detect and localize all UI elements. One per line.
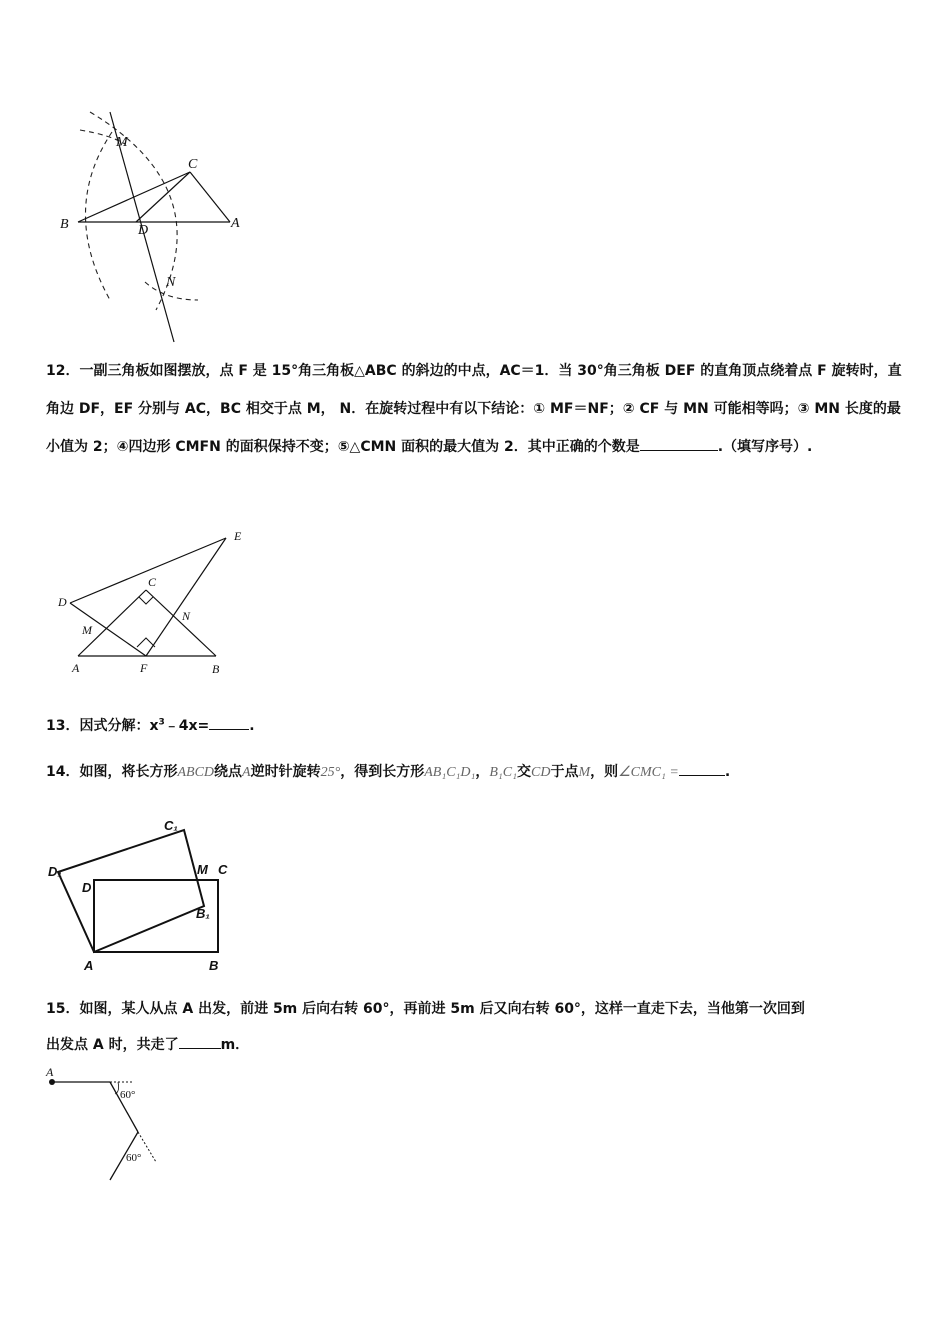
q14-text: 如图，将长方形 — [79, 764, 178, 780]
q14-answer-blank[interactable] — [679, 761, 725, 776]
label-N: N — [166, 275, 176, 290]
q14-text: ， — [475, 764, 490, 780]
q13-rest: ﹣4x= — [164, 718, 210, 734]
label-C: C — [218, 862, 228, 877]
q14-text: ，则 — [590, 764, 619, 780]
q14-end: . — [724, 764, 731, 780]
arc-left — [85, 132, 112, 300]
label-N: N — [182, 609, 191, 623]
label-M: M — [197, 862, 208, 877]
label-D: D — [58, 595, 67, 609]
figure-triangle-boards — [50, 522, 270, 682]
q14-math-cd: CD — [531, 765, 551, 780]
q12-text: 一副三角板如图摆放，点 F 是 15°角三角板△ABC 的斜边的中点，AC＝1．当 30°角三角板 DEF 的直角顶点绕着点 F 旋转时，直角边 DF，EF 分别与 AC，BC 相交于点 M， N．在旋转过程中有以下结论：① MF＝NF；② CF 与 MN 可能相等吗；③ MN 长度的最小值为 2；④四边形 CMFN 的面积保持不变；⑤△CMN 面积的最大值为 2．其中正确的个数是 — [46, 363, 902, 455]
q14-math-m: M — [578, 765, 591, 780]
q12-number: 12． — [46, 363, 80, 379]
q14-text: ，得到长方形 — [340, 764, 425, 780]
figure-walking-path — [40, 1062, 180, 1192]
label-F: F — [140, 661, 148, 675]
label-E: E — [234, 529, 242, 543]
label-M: M — [116, 135, 128, 150]
q15-answer-blank[interactable] — [179, 1034, 221, 1049]
q14-text: 逆时针旋转 — [250, 764, 321, 780]
question-12 — [46, 352, 902, 466]
q14-number: 14． — [46, 764, 80, 780]
label-B1: B₁ — [196, 906, 210, 921]
label-A: A — [84, 958, 94, 973]
q13-end: . — [249, 718, 255, 734]
label-A: A — [72, 661, 80, 675]
angle-label-2: 60° — [126, 1152, 142, 1164]
label-B: B — [209, 958, 219, 973]
figure-rotated-rectangle — [44, 812, 244, 977]
question-15-line2 — [46, 1034, 249, 1054]
q12-answer-blank[interactable] — [640, 436, 718, 451]
label-D: D — [138, 223, 149, 238]
q14-math-b1c1: B₁C₁ — [489, 765, 517, 780]
q14-math-angle: 25° — [320, 765, 341, 780]
label-D1: D₁ — [48, 864, 62, 879]
q15-number: 15． — [46, 1001, 80, 1017]
angle-label-1: 60° — [120, 1089, 136, 1101]
q15-line2b: m． — [220, 1037, 250, 1053]
label-A: A — [231, 216, 240, 231]
q13-prefix: 因式分解：x — [79, 718, 159, 734]
q13-exponent: 3 — [158, 717, 165, 728]
label-M: M — [82, 623, 92, 637]
question-15 — [46, 998, 805, 1018]
label-D: D — [82, 880, 92, 895]
label-C1: C₁ — [164, 818, 178, 833]
label-C: C — [148, 575, 157, 589]
question-14 — [46, 761, 730, 781]
q15-line1: 如图，某人从点 A 出发，前进 5m 后向右转 60°，再前进 5m 后又向右转 60°，这样一直走下去，当他第一次回到 — [79, 1001, 805, 1017]
figure-construction — [50, 100, 270, 350]
q14-math-a: A — [242, 765, 251, 780]
q14-math-abcd: ABCD — [177, 765, 215, 780]
q14-text: 于点 — [550, 764, 579, 780]
q14-math-rect: AB₁C₁D₁ — [424, 765, 476, 780]
q14-text: 绕点 — [214, 764, 243, 780]
label-B: B — [212, 662, 220, 676]
label-A: A — [46, 1065, 54, 1079]
q13-answer-blank[interactable] — [209, 715, 249, 730]
q13-number: 13． — [46, 718, 80, 734]
question-13 — [46, 715, 255, 735]
label-B: B — [60, 217, 69, 232]
q12-suffix: .（填写序号）. — [717, 439, 813, 455]
q14-text: 交 — [517, 764, 531, 780]
q15-line2a: 出发点 A 时，共走了 — [46, 1037, 179, 1053]
q14-math-cmc1: ∠CMC₁ = — [618, 765, 679, 780]
label-C: C — [188, 157, 198, 172]
